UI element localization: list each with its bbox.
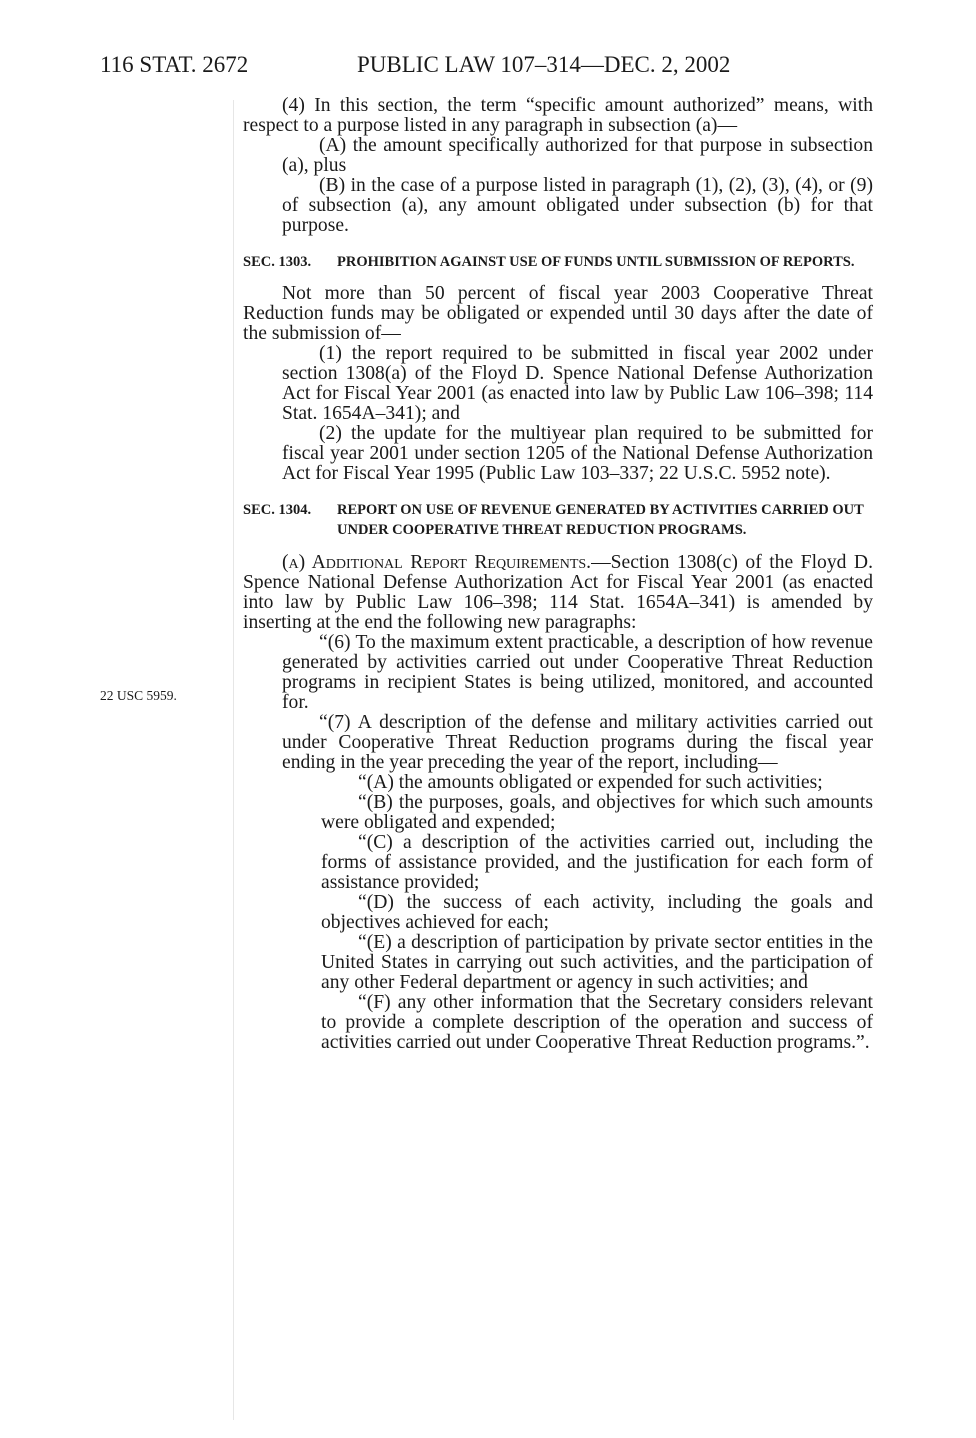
section-heading-1303 — [243, 252, 873, 272]
section-1303-item-1: (1) the report required to be submitted in fiscal year 2002 under section 1308(a) of the Floyd D. Spence National Defense Authorization Act for Fiscal Year 2001 (as enacted into law by Public Law 106–398; 114 Stat. 1654A–341); and — [282, 343, 873, 424]
section-number: SEC. 1303. — [243, 254, 312, 270]
subsection-a-text: —Section 1308(c) of the Floyd D. Spence National Defense Authorization Act for Fiscal Year 2001 (as enacted into law by Public Law 106–398; 114 Stat. 1654A–341) is amended by inserting at the end the following new paragraphs: — [243, 552, 873, 633]
paragraph-4-B: (B) in the case of a purpose listed in paragraph (1), (2), (3), (4), or (9) of subsection (a), any amount obligated under subsection (b) for that purpose. — [282, 175, 873, 236]
margin-note-usc: 22 USC 5959. — [100, 688, 177, 703]
quoted-paragraph-7-A: “(A) the amounts obligated or expended for such activities; — [358, 772, 823, 793]
section-heading-1304 — [243, 500, 873, 540]
section-1303-item-2: (2) the update for the multiyear plan required to be submitted for fiscal year 2001 under section 1205 of the National Defense Authorization Act for Fiscal Year 1995 (Public Law 103–337; 22 U.S.C. 5952 note). — [282, 423, 873, 484]
quoted-paragraph-7-B: “(B) the purposes, goals, and objectives for which such amounts were obligated and expended; — [321, 792, 873, 833]
section-1303-intro: Not more than 50 percent of fiscal year 2003 Cooperative Threat Reduction funds may be obligated or expended until 30 days after the date of the submission of— — [243, 283, 873, 344]
section-number: SEC. 1304. — [243, 502, 312, 518]
quoted-paragraph-7: “(7) A description of the defense and military activities carried out under Cooperative Threat Reduction programs during the fiscal year ending in the year preceding the year of the report, including— — [282, 712, 873, 773]
quoted-paragraph-7-D: “(D) the success of each activity, including the goals and objectives achieved for each; — [321, 892, 873, 933]
subsection-a-heading: (a) Additional Report Requirements. — [282, 552, 592, 573]
quoted-paragraph-7-E: “(E) a description of participation by private sector entities in the United States in carrying out such activities, and the participation of any other Federal department or agency in such activities; and — [321, 932, 873, 993]
document-body — [243, 96, 873, 1053]
page-folio: 116 STAT. 2672 — [100, 52, 249, 77]
gutter-shadow — [233, 100, 234, 1420]
section-title: PROHIBITION AGAINST USE OF FUNDS UNTIL SUBMISSION OF REPORTS. — [337, 254, 855, 270]
paragraph-4: (4) In this section, the term “specific amount authorized” means, with respect to a purpose listed in any paragraph in subsection (a)— — [243, 95, 873, 136]
quoted-paragraph-7-C: “(C) a description of the activities carried out, including the forms of assistance provided, and the justification for each form of assistance provided; — [321, 832, 873, 893]
section-title: REPORT ON USE OF REVENUE GENERATED BY ACTIVITIES CARRIED OUT UNDER COOPERATIVE THREAT REDUCTION PROGRAMS. — [337, 502, 864, 538]
quoted-paragraph-7-F: “(F) any other information that the Secretary considers relevant to provide a complete description of the operation and success of activities carried out under Cooperative Threat Reduction programs.”. — [321, 992, 873, 1053]
public-law-citation: PUBLIC LAW 107–314—DEC. 2, 2002 — [357, 52, 731, 77]
paragraph-4-A: (A) the amount specifically authorized for that purpose in subsection (a), plus — [282, 135, 873, 176]
quoted-paragraph-6: “(6) To the maximum extent practicable, a description of how revenue generated by activities carried out under Cooperative Threat Reduction programs in recipient States is being utilized, monitored, and accounted for. — [282, 632, 873, 713]
subsection-a — [243, 553, 873, 633]
